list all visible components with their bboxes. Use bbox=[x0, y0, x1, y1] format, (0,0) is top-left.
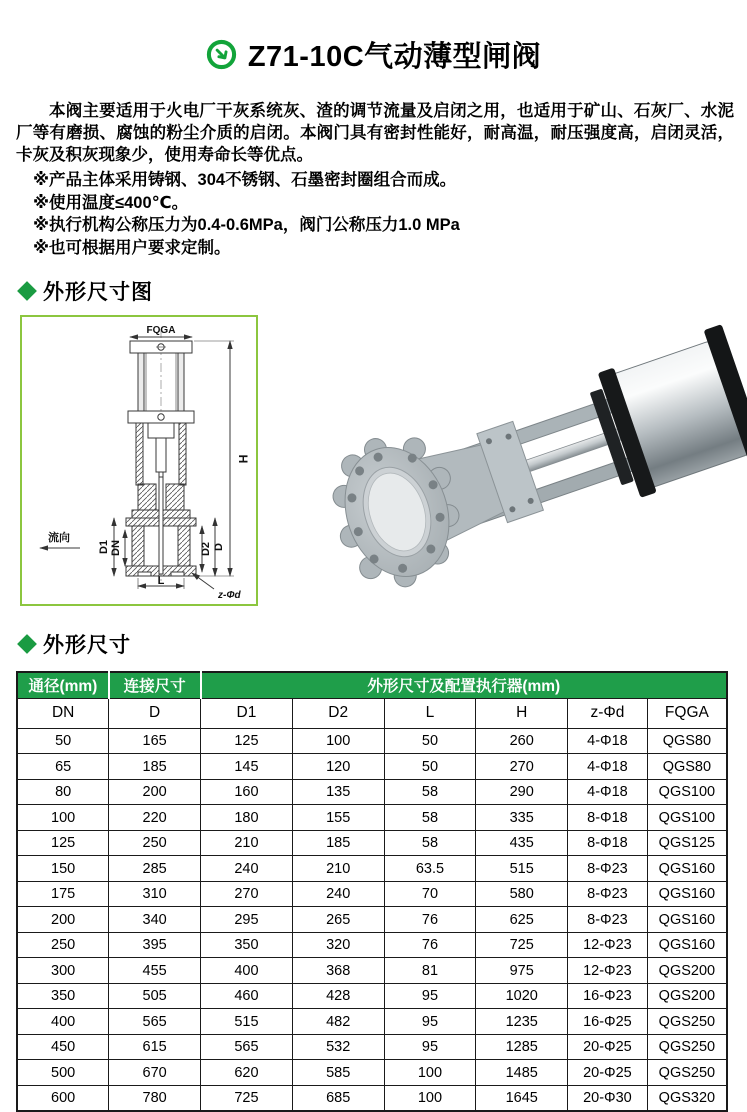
table-cell: 50 bbox=[384, 754, 476, 780]
table-cell: 240 bbox=[292, 881, 384, 907]
dimensions-table bbox=[16, 671, 728, 1112]
table-cell: 600 bbox=[17, 1085, 109, 1111]
table-cell: QGS80 bbox=[647, 754, 727, 780]
table-row bbox=[17, 1034, 727, 1060]
table-cell: 1285 bbox=[476, 1034, 568, 1060]
table-cell: QGS160 bbox=[647, 856, 727, 882]
table-cell: 58 bbox=[384, 779, 476, 805]
table-cell: 400 bbox=[201, 958, 293, 984]
section-header-table bbox=[20, 629, 747, 659]
table-cell: 395 bbox=[109, 932, 201, 958]
table-cell: 180 bbox=[201, 805, 293, 831]
table-row bbox=[17, 779, 727, 805]
page-header bbox=[0, 0, 747, 75]
table-cell: 460 bbox=[201, 983, 293, 1009]
table-cell: 8-Φ23 bbox=[568, 856, 648, 882]
table-cell: 975 bbox=[476, 958, 568, 984]
table-cell: QGS250 bbox=[647, 1034, 727, 1060]
table-cell: 50 bbox=[384, 728, 476, 754]
dim-label-fqga: FQGA bbox=[146, 324, 176, 336]
table-cell: 270 bbox=[476, 754, 568, 780]
table-cell: 76 bbox=[384, 907, 476, 933]
table-cell: 285 bbox=[109, 856, 201, 882]
table-cell: 12-Φ23 bbox=[568, 958, 648, 984]
dim-label-d2: D2 bbox=[200, 541, 212, 556]
table-cell: 16-Φ23 bbox=[568, 983, 648, 1009]
table-cell: 350 bbox=[17, 983, 109, 1009]
table-cell: QGS160 bbox=[647, 932, 727, 958]
table-cell: 260 bbox=[476, 728, 568, 754]
table-cell: 625 bbox=[476, 907, 568, 933]
table-cell: 76 bbox=[384, 932, 476, 958]
table-cell: 150 bbox=[17, 856, 109, 882]
table-cell: 95 bbox=[384, 1034, 476, 1060]
section-header-drawing bbox=[20, 276, 747, 306]
table-cell: 4-Φ18 bbox=[568, 779, 648, 805]
table-row bbox=[17, 881, 727, 907]
table-cell: 20-Φ30 bbox=[568, 1085, 648, 1111]
table-cell: 368 bbox=[292, 958, 384, 984]
table-cell: 615 bbox=[109, 1034, 201, 1060]
table-cell: 100 bbox=[384, 1085, 476, 1111]
table-cell: 8-Φ23 bbox=[568, 881, 648, 907]
table-row bbox=[17, 805, 727, 831]
table-cell: 685 bbox=[292, 1085, 384, 1111]
group-header-cell: 连接尺寸 bbox=[109, 672, 201, 699]
section-title: 外形尺寸 bbox=[43, 633, 131, 657]
table-cell: QGS160 bbox=[647, 907, 727, 933]
table-cell: 565 bbox=[201, 1034, 293, 1060]
table-cell: 8-Φ23 bbox=[568, 907, 648, 933]
table-cell: 400 bbox=[17, 1009, 109, 1035]
brand-arrow-icon bbox=[206, 39, 237, 70]
table-row bbox=[17, 1009, 727, 1035]
dim-label-dn: DN bbox=[110, 539, 122, 556]
table-row bbox=[17, 983, 727, 1009]
group-header-cell: 外形尺寸及配置执行器(mm) bbox=[201, 672, 727, 699]
table-cell: 725 bbox=[476, 932, 568, 958]
table-cell: 95 bbox=[384, 983, 476, 1009]
group-header-cell: 通径(mm) bbox=[17, 672, 109, 699]
table-cell: 185 bbox=[109, 754, 201, 780]
table-cell: 160 bbox=[201, 779, 293, 805]
table-cell: QGS100 bbox=[647, 805, 727, 831]
table-cell: QGS250 bbox=[647, 1009, 727, 1035]
table-cell: 482 bbox=[292, 1009, 384, 1035]
table-cell: 81 bbox=[384, 958, 476, 984]
bullet-item: ※产品主体采用铸钢、304不锈钢、石墨密封圈组合而成。 bbox=[33, 170, 457, 189]
table-cell: 12-Φ23 bbox=[568, 932, 648, 958]
table-cell: 320 bbox=[292, 932, 384, 958]
table-row bbox=[17, 754, 727, 780]
table-cell: 300 bbox=[17, 958, 109, 984]
table-cell: 185 bbox=[292, 830, 384, 856]
bullet-item: ※使用温度≤400℃。 bbox=[33, 193, 189, 212]
diamond-bullet-icon bbox=[17, 281, 37, 301]
table-cell: QGS125 bbox=[647, 830, 727, 856]
table-cell: QGS250 bbox=[647, 1060, 727, 1086]
table-cell: 165 bbox=[109, 728, 201, 754]
column-header-cell: z-Φd bbox=[568, 698, 648, 728]
table-cell: 16-Φ25 bbox=[568, 1009, 648, 1035]
table-row bbox=[17, 1060, 727, 1086]
table-cell: 250 bbox=[17, 932, 109, 958]
flow-direction-label: 流向 bbox=[48, 531, 70, 544]
table-cell: 210 bbox=[201, 830, 293, 856]
table-cell: 435 bbox=[476, 830, 568, 856]
table-cell: 240 bbox=[201, 856, 293, 882]
table-cell: 4-Φ18 bbox=[568, 728, 648, 754]
table-cell: 200 bbox=[109, 779, 201, 805]
column-header-cell: D2 bbox=[292, 698, 384, 728]
table-group-header-row bbox=[17, 672, 727, 699]
table-cell: 200 bbox=[17, 907, 109, 933]
table-cell: 270 bbox=[201, 881, 293, 907]
column-header-cell: D bbox=[109, 698, 201, 728]
table-cell: 455 bbox=[109, 958, 201, 984]
table-row bbox=[17, 958, 727, 984]
table-cell: 250 bbox=[109, 830, 201, 856]
section-title: 外形尺寸图 bbox=[43, 280, 153, 304]
table-cell: QGS160 bbox=[647, 881, 727, 907]
table-cell: QGS200 bbox=[647, 958, 727, 984]
table-cell: 1645 bbox=[476, 1085, 568, 1111]
table-column-header-row bbox=[17, 698, 727, 728]
table-cell: 58 bbox=[384, 805, 476, 831]
column-header-cell: L bbox=[384, 698, 476, 728]
table-cell: 725 bbox=[201, 1085, 293, 1111]
dim-label-h: H bbox=[236, 454, 250, 464]
table-cell: 1235 bbox=[476, 1009, 568, 1035]
table-cell: 428 bbox=[292, 983, 384, 1009]
diamond-bullet-icon bbox=[17, 634, 37, 654]
table-cell: QGS200 bbox=[647, 983, 727, 1009]
table-cell: 1485 bbox=[476, 1060, 568, 1086]
table-cell: 58 bbox=[384, 830, 476, 856]
dimension-diagram-box bbox=[20, 315, 258, 606]
table-cell: 220 bbox=[109, 805, 201, 831]
table-cell: 4-Φ18 bbox=[568, 754, 648, 780]
table-cell: 210 bbox=[292, 856, 384, 882]
table-cell: 1020 bbox=[476, 983, 568, 1009]
table-cell: 145 bbox=[201, 754, 293, 780]
table-cell: 515 bbox=[476, 856, 568, 882]
table-row bbox=[17, 830, 727, 856]
table-cell: 565 bbox=[109, 1009, 201, 1035]
table-row bbox=[17, 932, 727, 958]
table-cell: 63.5 bbox=[384, 856, 476, 882]
intro-paragraph: 本阀主要适用于火电厂干灰系统灰、渣的调节流量及启闭之用，也适用于矿山、石灰厂、水泥厂等有磨损、腐蚀的粉尘介质的启闭。本阀门具有密封性能好，耐高温，耐压强度高，启闭灵活，卡灰及积灰现象少，使用寿命长等优点。 bbox=[16, 102, 734, 164]
table-cell: 65 bbox=[17, 754, 109, 780]
table-cell: 265 bbox=[292, 907, 384, 933]
table-cell: 580 bbox=[476, 881, 568, 907]
dim-label-d1: D1 bbox=[98, 539, 110, 554]
table-cell: 350 bbox=[201, 932, 293, 958]
table-cell: 505 bbox=[109, 983, 201, 1009]
table-row bbox=[17, 728, 727, 754]
feature-bullet-list bbox=[33, 169, 747, 260]
bullet-item: ※也可根据用户要求定制。 bbox=[33, 239, 231, 258]
table-cell: 155 bbox=[292, 805, 384, 831]
dim-label-d: D bbox=[213, 542, 225, 551]
page-title: Z71-10C气动薄型闸阀 bbox=[247, 41, 542, 73]
column-header-cell: D1 bbox=[201, 698, 293, 728]
table-cell: QGS80 bbox=[647, 728, 727, 754]
table-cell: 20-Φ25 bbox=[568, 1060, 648, 1086]
table-cell: 340 bbox=[109, 907, 201, 933]
table-cell: 100 bbox=[384, 1060, 476, 1086]
table-cell: 20-Φ25 bbox=[568, 1034, 648, 1060]
table-cell: 532 bbox=[292, 1034, 384, 1060]
table-cell: 335 bbox=[476, 805, 568, 831]
table-cell: 80 bbox=[17, 779, 109, 805]
table-cell: 515 bbox=[201, 1009, 293, 1035]
table-cell: 670 bbox=[109, 1060, 201, 1086]
table-cell: 450 bbox=[17, 1034, 109, 1060]
column-header-cell: FQGA bbox=[647, 698, 727, 728]
table-cell: 100 bbox=[292, 728, 384, 754]
table-row bbox=[17, 1085, 727, 1111]
table-cell: 585 bbox=[292, 1060, 384, 1086]
column-header-cell: DN bbox=[17, 698, 109, 728]
table-cell: 500 bbox=[17, 1060, 109, 1086]
valve-line-drawing bbox=[22, 317, 256, 604]
table-row bbox=[17, 907, 727, 933]
table-cell: 135 bbox=[292, 779, 384, 805]
table-cell: 70 bbox=[384, 881, 476, 907]
table-cell: 100 bbox=[17, 805, 109, 831]
table-cell: 620 bbox=[201, 1060, 293, 1086]
table-cell: 8-Φ18 bbox=[568, 830, 648, 856]
column-header-cell: H bbox=[476, 698, 568, 728]
table-row bbox=[17, 856, 727, 882]
dim-label-l: L bbox=[157, 574, 165, 587]
table-cell: 295 bbox=[201, 907, 293, 933]
table-cell: 125 bbox=[201, 728, 293, 754]
table-cell: 8-Φ18 bbox=[568, 805, 648, 831]
table-cell: 120 bbox=[292, 754, 384, 780]
table-cell: 290 bbox=[476, 779, 568, 805]
figure-row bbox=[0, 315, 747, 615]
table-cell: 175 bbox=[17, 881, 109, 907]
bullet-item: ※执行机构公称压力为0.4-0.6MPa，阀门公称压力1.0 MPa bbox=[33, 216, 460, 235]
table-cell: 50 bbox=[17, 728, 109, 754]
table-cell: 125 bbox=[17, 830, 109, 856]
table-cell: QGS320 bbox=[647, 1085, 727, 1111]
table-cell: 780 bbox=[109, 1085, 201, 1111]
valve-product-photo bbox=[322, 329, 742, 579]
table-cell: 95 bbox=[384, 1009, 476, 1035]
dim-label-zd: z-Φd bbox=[218, 589, 241, 601]
table-cell: 310 bbox=[109, 881, 201, 907]
table-cell: QGS100 bbox=[647, 779, 727, 805]
